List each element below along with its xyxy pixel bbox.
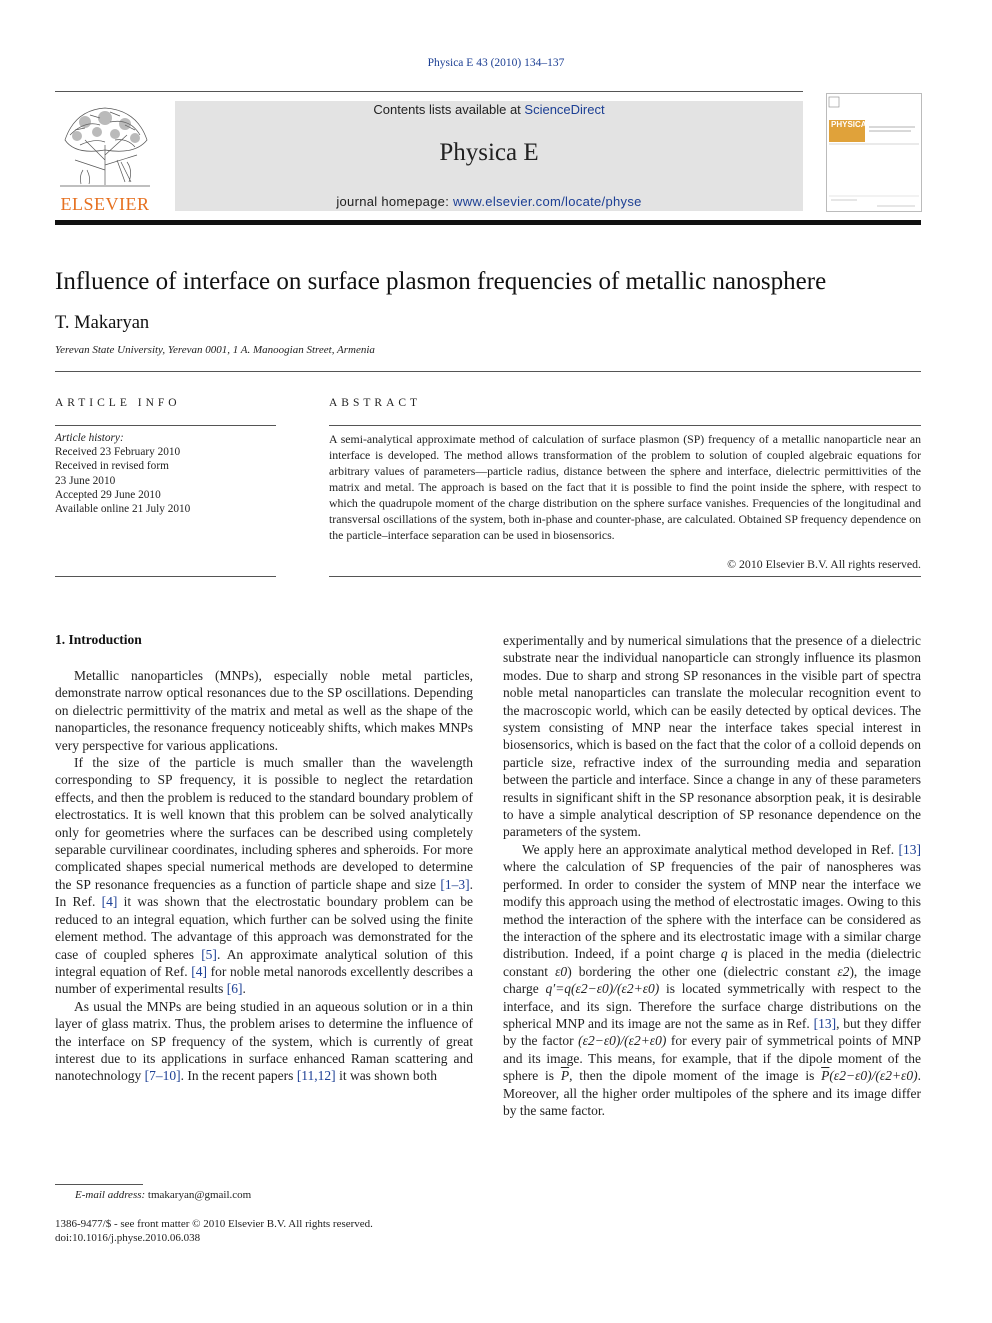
text-run: We apply here an approximate analytical method developed in Ref.: [522, 841, 899, 857]
author-name: T. Makaryan: [55, 313, 150, 333]
paragraph: experimentally and by numerical simulations that the presence of a dielectric substrate near the individual nanoparticle can strongly influence its plasmon modes. Due to sharp and strong SP resonances in the visible part of spectra noble metal nanoparticles can translate the molecular recognition event to the macroscopic world, which can be easily detected by optical devices. The system consisting of MNP near the interface takes special interest in biosensorics, which is based on the fact that the color of a colloid depends on particle size, refractive index of the surrounding media and separation between the particle and interface. Since a change in any of these parameters results in significant shift in the SP resonance absorption peak, it is desirable to have a simple analytical description of SP resonance dependence on the parameters of the system.: [503, 633, 921, 840]
reference-link[interactable]: [6]: [226, 981, 243, 997]
reference-link[interactable]: [13]: [898, 841, 921, 857]
text-run: If the size of the particle is much smaller than the wavelength corresponding to SP frequency, it is possible to neglect the retardation effects, and then the problem is reduced to the standard boundary problem of electrostatics. It is well known that this problem can be solved analytically only for geometries where the surfaces can be described using completely separable curvilinear coordinates, including spheres and spheroids. For more complicated shapes special numerical methods are developed to determine the SP resonance frequencies as a function of particle shape and size: [55, 755, 473, 892]
cover-image-icon: [827, 94, 921, 211]
email-label: E-mail address:: [75, 1189, 146, 1201]
email-address[interactable]: tmakaryan@gmail.com: [147, 1189, 252, 1201]
history-line: Received 23 February 2010: [55, 446, 181, 459]
abstract-heading: ABSTRACT: [329, 397, 422, 409]
reference-link[interactable]: [4]: [101, 894, 118, 910]
homepage-line: [175, 194, 803, 209]
text-run: is placed in the media (dielectric constant: [503, 946, 921, 979]
history-line: Accepted 29 June 2010: [55, 488, 161, 501]
reference-link[interactable]: [4]: [191, 963, 208, 979]
text-run: ), the image charge: [503, 963, 922, 997]
article-info-heading: ARTICLE INFO: [55, 397, 181, 409]
text-run: . In the recent papers: [180, 1068, 297, 1084]
section-heading-introduction: 1. Introduction: [55, 632, 142, 647]
reference-link[interactable]: [7–10]: [144, 1068, 181, 1084]
journal-name: Physica E: [439, 139, 539, 166]
contents-line: [175, 102, 803, 117]
math-expression: (ε2−ε0)/(ε2+ε0): [578, 1033, 667, 1049]
abstract-rule: [329, 425, 921, 426]
text-run: .: [242, 981, 246, 997]
text-run: ) bordering the other one (dielectric constant: [567, 963, 838, 979]
footnote-rule: [55, 1184, 143, 1185]
cover-title: PHYSICA: [831, 120, 867, 129]
text-run: , then the dipole moment of the image is: [569, 1068, 822, 1084]
issn-doi-block: [55, 1217, 373, 1245]
journal-banner: [175, 101, 803, 211]
paragraph: [55, 998, 473, 1085]
text-run: it was shown that the electrostatic boundary problem can be reduced to an integral equation, which further can be solved using the finite element method. The advantage of this approach was demonstrated for the case of coupled spheres: [55, 894, 473, 962]
reference-link[interactable]: [1–3]: [440, 876, 470, 892]
text-run: . Moreover, all the higher order multipoles of the sphere and its image differ by the same factor.: [503, 1068, 921, 1118]
text-run: . In Ref.: [55, 876, 473, 910]
body-right-column: [503, 632, 921, 1119]
doi-line[interactable]: doi:10.1016/j.physe.2010.06.038: [55, 1232, 201, 1244]
history-line: Available online 21 July 2010: [55, 503, 191, 516]
vector-symbol: $\overline{P}$: [560, 1068, 570, 1084]
history-label: Article history:: [55, 432, 124, 444]
abstract-text: A semi-analytical approximate method of calculation of surface plasmon (SP) frequency of a metallic nanoparticle near an interface is developed. The method allows transformation of the problem to solution of coupled algebraic equations for arbitrary values of parameters—particle radius, distance between the sphere and interface, dielectric permittivities of the matrix and metal. The approach is based on the fact that it is possible to find the point inside the sphere, with respect to which the quadrupole moment of the charge distribution on the sphere surface vanishes. Frequencies of the longitudinal and transversal oscillations of the system, both in-phase and counter-phase, are calculated. Obtained SP frequency dependence on the particle–interface separation can be used in biosensorics.: [329, 432, 921, 542]
text-run: where the calculation of SP frequencies of the pair of nanospheres was performed. In order to consider the system of MNP near the interface we modify this approach using the method of electrostatic images. Owing to this method the interaction of the sphere with the interface can be considered as the interaction of the sphere and its electrostatic image with a similar charge distribution. Indeed, if a point charge: [503, 859, 921, 962]
journal-cover-thumbnail[interactable]: [826, 93, 922, 212]
vector-symbol: $\overline{P}$: [821, 1068, 830, 1084]
text-run: , but they differ by the factor: [503, 1015, 922, 1049]
journal-citation[interactable]: Physica E 43 (2010) 134–137: [427, 57, 565, 69]
body-left-column: [55, 667, 473, 1085]
title-rule: [55, 371, 921, 372]
math-expression: q′=q(ε2−ε0)/(ε2+ε0): [545, 981, 660, 997]
abstract-bottom-rule: [329, 576, 921, 577]
math-symbol: ε2: [837, 963, 850, 979]
text-run: As usual the MNPs are being studied in an aqueous solution or in a thin layer of glass matrix. Thus, the problem arises to determine the influence of the interface on SP frequency of the system, which is currently of great interest due to its applications in surface enhanced Raman scattering and nanotechnology: [55, 998, 473, 1084]
homepage-prefix: journal homepage:: [336, 194, 454, 209]
paragraph: [55, 754, 473, 998]
text-run: for noble metal nanorods excellently describes a number of experimental results: [55, 963, 473, 997]
sciencedirect-link[interactable]: ScienceDirect: [524, 102, 605, 117]
article-info-rule: [55, 425, 276, 426]
author-affiliation: Yerevan State University, Yerevan 0001, 1 A. Manoogian Street, Armenia: [55, 344, 375, 356]
header-thick-rule: [55, 220, 921, 225]
article-history: [55, 431, 285, 516]
text-run: for every pair of symmetrical points of MNP and its image. This means, for example, that if the dipole moment of the sphere is: [503, 1033, 922, 1084]
math-symbol: ε0: [555, 963, 568, 979]
issn-line: 1386-9477/$ - see front matter © 2010 Elsevier B.V. All rights reserved.: [55, 1218, 373, 1230]
homepage-link[interactable]: www.elsevier.com/locate/physe: [453, 194, 642, 209]
reference-link[interactable]: [11,12]: [296, 1068, 336, 1084]
history-line: Received in revised form: [55, 460, 169, 473]
paragraph: [503, 841, 921, 1120]
text-run: is located symmetrically with respect to the interface, and its sign. Therefore the surface charge distributions on the spherical MNP and its image are not the same as in Ref.: [503, 981, 921, 1031]
math-expression: (ε2−ε0)/(ε2+ε0): [829, 1068, 918, 1084]
elsevier-wordmark: ELSEVIER: [60, 194, 150, 214]
email-footnote: [75, 1189, 251, 1201]
article-title: Influence of interface on surface plasmon frequencies of metallic nanosphere: [55, 268, 827, 295]
reference-link[interactable]: [5]: [201, 946, 217, 962]
reference-link[interactable]: [13]: [813, 1015, 837, 1031]
math-symbol: q: [720, 946, 728, 962]
text-run: . An approximate analytical solution of this integral equation of Ref.: [55, 946, 473, 979]
paragraph: Metallic nanoparticles (MNPs), especially noble metal particles, demonstrate narrow optical resonances due to the SP oscillations. Depending on dielectric permittivity of the matrix and metal as well as the shape of the nanoparticles, the resonance frequency noticeably shifts, which makes MNPs very perspective for various applications.: [55, 668, 473, 753]
contents-prefix: Contents lists available at: [373, 102, 525, 117]
abstract-copyright: © 2010 Elsevier B.V. All rights reserved.: [727, 557, 921, 571]
header-rule: [55, 91, 803, 92]
article-info-bottom-rule: [55, 576, 276, 577]
history-line: 23 June 2010: [55, 474, 116, 487]
text-run: it was shown both: [335, 1068, 437, 1084]
